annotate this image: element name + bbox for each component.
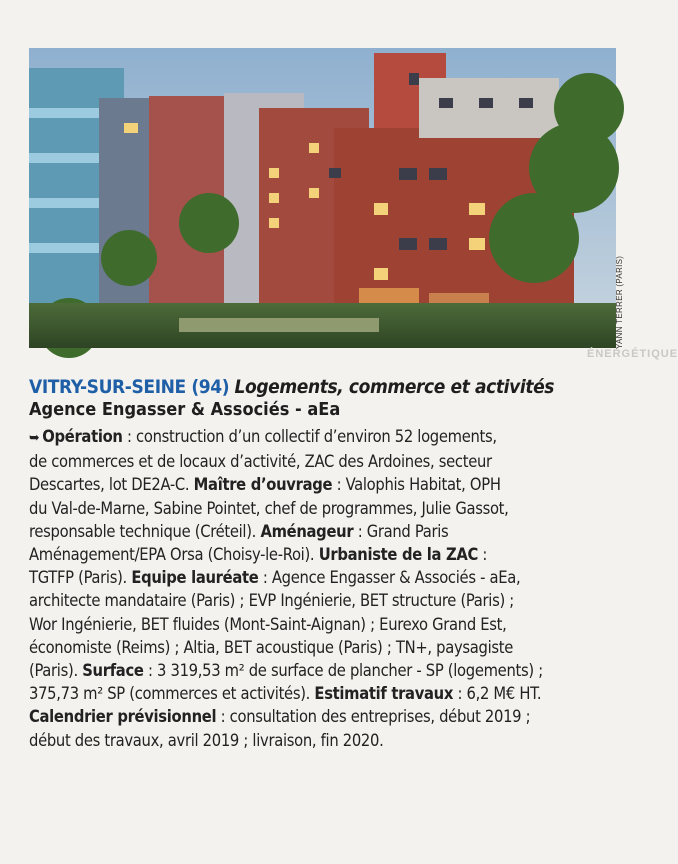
body-line (29, 682, 629, 705)
bleed-right: ÉNERGÉTIQUE (587, 348, 678, 360)
arrow-icon: ➥ (29, 430, 40, 446)
body-text: : 6,2 M€ HT. (453, 684, 542, 704)
bleed-through-text (29, 348, 678, 366)
body-label: Aménageur (260, 521, 354, 541)
building-photo (29, 48, 616, 348)
building-rendering-illustration (29, 48, 616, 348)
body-text: (Paris). (29, 661, 83, 681)
body-text: début des travaux, avril 2019 ; livraison, fin 2020. (29, 730, 384, 750)
body-label: Surface (82, 661, 144, 681)
body-text: Descartes, lot DE2A-C. (29, 475, 194, 495)
body-line (29, 613, 629, 636)
body-line (29, 729, 629, 752)
body-text: : consultation des entreprises, début 2019 ; (216, 707, 531, 727)
body-text: : 3 319,53 m² de surface de plancher - SP (logements) ; (143, 661, 543, 681)
body-label: Calendrier prévisionnel (29, 707, 217, 727)
body-text: : (478, 545, 488, 565)
headline-topic: Logements, commerce et activités (234, 376, 555, 398)
body-line (29, 566, 629, 589)
body-line (29, 450, 629, 473)
body-label: Maître d’ouvrage (193, 475, 333, 495)
body-line (29, 543, 629, 566)
photo-credit: YANN TERRER (PARIS) (615, 255, 624, 349)
body-line (29, 636, 629, 659)
body-label: Equipe lauréate (131, 568, 259, 588)
body-text: de commerces et de locaux d’activité, ZAC des Ardoines, secteur (29, 452, 492, 472)
body-text: : Valophis Habitat, OPH (332, 475, 501, 495)
headline (29, 376, 629, 399)
body-text: économiste (Reims) ; Altia, BET acoustique (Paris) ; TN+, paysagiste (29, 637, 514, 657)
body-text: TGTFP (Paris). (29, 568, 132, 588)
article (29, 376, 629, 752)
body-text: du Val-de-Marne, Sabine Pointet, chef de programmes, Julie Gassot, (29, 498, 509, 518)
body-line (29, 425, 629, 450)
body-line (29, 659, 629, 682)
body-text: : Agence Engasser & Associés - aEa, (258, 568, 521, 588)
body-line (29, 497, 629, 520)
agency-name: Agence Engasser & Associés - aEa (29, 399, 341, 420)
body-text: architecte mandataire (Paris) ; EVP Ingénierie, BET structure (Paris) ; (29, 591, 514, 611)
body-line (29, 705, 629, 728)
body-text: Wor Ingénierie, BET fluides (Mont-Saint-Aignan) ; Eurexo Grand Est, (29, 614, 507, 634)
body-text: : construction d’un collectif d’environ 52 logements, (122, 427, 497, 446)
body-text: Aménagement/EPA Orsa (Choisy-le-Roi). (29, 545, 319, 565)
body-text: responsable technique (Créteil). (29, 521, 261, 541)
body-line (29, 520, 629, 543)
body-line (29, 473, 629, 496)
body-label: Urbaniste de la ZAC (318, 545, 478, 565)
body-text: : Grand Paris (353, 521, 449, 541)
body-line (29, 589, 629, 612)
headline-city: VITRY-SUR-SEINE (94) (29, 376, 230, 398)
body-text: 375,73 m² SP (commerces et activités). (29, 684, 315, 704)
article-body (29, 425, 629, 752)
body-label: Opération (42, 427, 123, 446)
body-label: Estimatif travaux (314, 684, 454, 704)
